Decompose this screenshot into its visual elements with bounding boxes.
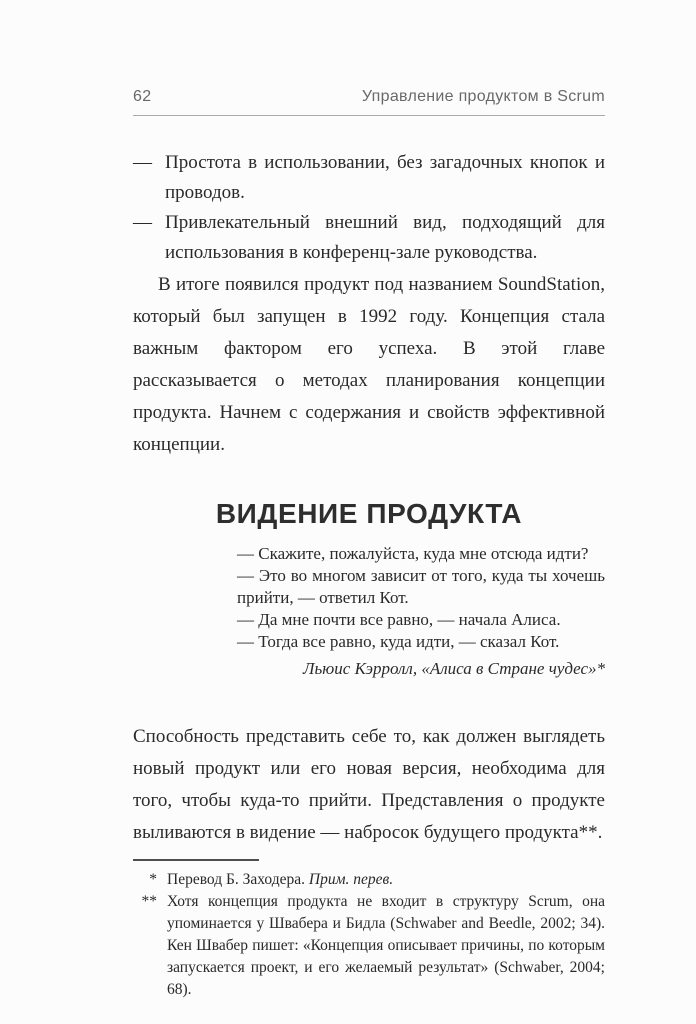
list-item [133, 208, 605, 268]
epigraph-line: — Скажите, пожалуйста, куда мне отсюда идти? [237, 544, 589, 563]
footnote-divider [133, 859, 259, 861]
epigraph-line: — Да мне почти все равно, — начала Алиса. [237, 610, 561, 629]
epigraph-line: — Тогда все равно, куда идти, — сказал Кот. [237, 632, 560, 651]
page-content [133, 0, 605, 1001]
section-heading: ВИДЕНИЕ ПРОДУКТА [215, 498, 523, 529]
footnote-text [157, 891, 605, 1001]
list-item-text: Простота в использовании, без загадочных кнопок и проводов. [165, 152, 605, 203]
body-paragraph: Способность представить себе то, как должен выглядеть новый продукт или его новая версия, необходима для того, чтобы куда-то прийти. Представления о продукте выливаются в видение — набросок будущего продукта**. [133, 726, 605, 843]
footnote-marker: ** [141, 893, 157, 910]
list-item-text: Привлекательный внешний вид, подходящий для использования в конференц-зале руководства. [165, 212, 605, 263]
running-title: Управление продуктом в Scrum [361, 88, 605, 105]
footnote-text-italic: Прим. перев. [308, 871, 394, 888]
feature-list [133, 148, 605, 268]
epigraph [237, 543, 605, 681]
footnote [133, 869, 605, 891]
dash-marker: — [133, 152, 152, 173]
list-item [133, 148, 605, 208]
intro-paragraph: В итоге появился продукт под названием SoundStation, который был запущен в 1992 году. Концепция стала важным фактором его успеха. В этой главе рассказывается о методах планирования концепции продукта. Начнем с содержания и свойств эффективной концепции. [133, 274, 605, 455]
footnote-text-regular: Перевод Б. Заходера. [167, 871, 309, 888]
footnote [133, 891, 605, 1001]
page-number: 62 [133, 88, 152, 105]
epigraph-line: — Это во многом зависит от того, куда ты хочешь прийти, — ответил Кот. [237, 566, 605, 607]
footnote-marker: * [149, 871, 157, 888]
footnote-text-regular: Хотя концепция продукта не входит в структуру Scrum, она упоминается у Швабера и Бидла (Schwaber and Beedle, 2002; 34). Кен Швабер пишет: «Концепция описывает причины, по которым запускается проект, и его желаемый результат» (Schwaber, 2004; 68). [167, 893, 605, 998]
footnote-text [157, 869, 605, 891]
footnotes [133, 859, 605, 1001]
running-header [133, 88, 605, 116]
dash-marker: — [133, 212, 152, 233]
epigraph-attribution: Льюис Кэрролл, «Алиса в Стране чудес»* [303, 659, 605, 678]
